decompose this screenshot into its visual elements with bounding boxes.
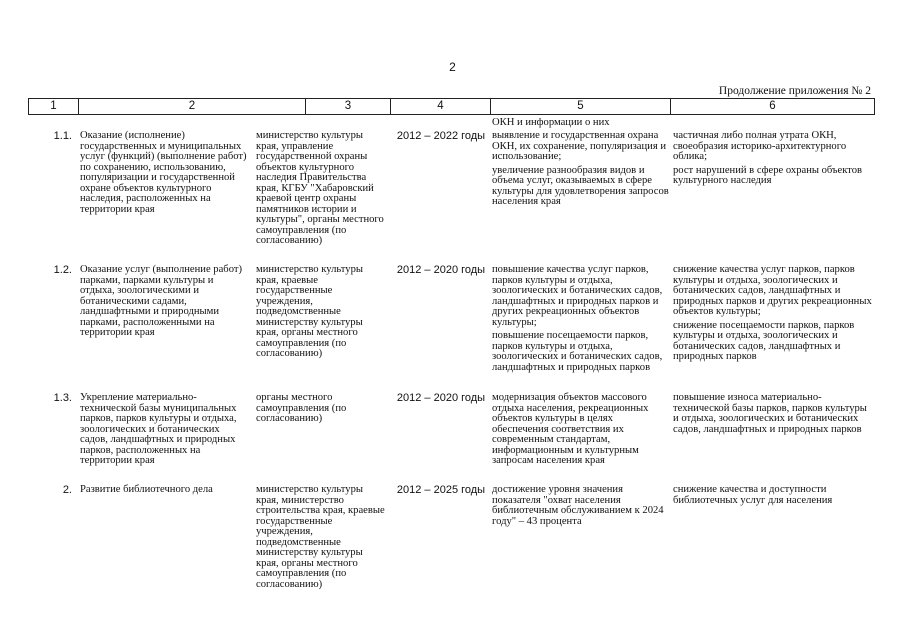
row-consequences bbox=[673, 265, 873, 366]
row-period: 2012 – 2020 годы bbox=[396, 392, 486, 404]
row-consequences bbox=[673, 485, 873, 509]
row-task: Укрепление материально-технической базы муниципальных парков, парков культуры и отдыха, зоологических и ботанических садов, ландшафтных и природных парков, расположенных на территории края bbox=[80, 392, 237, 466]
result-item: повышение качества услуг парков, парков культуры и отдыха, зоологических и ботанических садов, ландшафтных и природных парков и других рекреационных объектов культуры; bbox=[492, 264, 663, 328]
table-header bbox=[28, 98, 875, 115]
result-item: модернизация объектов массового отдыха населения, рекреационных объектов культуры в целях обеспечения соответствия их современным стандартам, информационным и культурным запросам населения края bbox=[492, 392, 649, 466]
row-number: 2. bbox=[62, 484, 72, 496]
continuation-label: Продолжение приложения № 2 bbox=[718, 85, 871, 97]
row-executor: министерство культуры края, министерство строительства края, краевые государственные учреждения, подведомственные министерству культуры края, органы местного самоуправления (по согласованию) bbox=[256, 484, 385, 590]
header-col-4: 4 bbox=[391, 99, 491, 114]
row-executor: министерство культуры края, управление государственной охраны объектов культурного наследия Правительства края, КГБУ "Хабаровский краевой центр охраны памятников истории и культуры", органы местного самоуправления (по согласованию) bbox=[256, 130, 384, 246]
row-result bbox=[492, 393, 670, 470]
row-executor: министерство культуры края, краевые государственные учреждения, подведомственные министерству культуры края, органы местного самоуправления (по согласованию) bbox=[256, 264, 363, 359]
consequence-item: снижение посещаемости парков, парков культуры и отдыха, зоологических и ботанических садов, ландшафтных и природных парков bbox=[673, 319, 855, 362]
consequence-item: снижение качества и доступности библиотечных услуг для населения bbox=[673, 484, 833, 506]
row-consequences bbox=[673, 393, 873, 438]
row-period: 2012 – 2025 годы bbox=[396, 484, 486, 496]
consequence-item: частичная либо полная утрата ОКН, своеобразия историко-архитектурного облика; bbox=[673, 130, 847, 162]
row-consequences bbox=[673, 131, 873, 190]
row-number: 1.3. bbox=[53, 392, 72, 404]
result-item: выявление и государственная охрана ОКН, их сохранение, популяризация и использование; bbox=[492, 130, 667, 162]
row-number: 1.2. bbox=[53, 264, 72, 276]
result-item: достижение уровня значения показателя "охват населения библиотечным обслуживанием к 2024 году" – 43 процента bbox=[492, 484, 664, 527]
page-number: 2 bbox=[449, 60, 456, 74]
row-result bbox=[492, 265, 670, 376]
row-period: 2012 – 2020 годы bbox=[396, 264, 486, 276]
row-executor: органы местного самоуправления (по согласованию) bbox=[256, 392, 347, 424]
row-period: 2012 – 2022 годы bbox=[396, 130, 486, 142]
result-item: ОКН и информации о них bbox=[492, 117, 610, 128]
header-col-5: 5 bbox=[491, 99, 671, 114]
consequence-item: снижение качества услуг парков, парков культуры и отдыха, зоологических и ботанических садов, ландшафтных и природных парков и других рекреационных объектов культуры; bbox=[673, 264, 872, 317]
result-item: увеличение разнообразия видов и объема услуг, оказываемых в сфере культуры для удовлетворения запросов населения края bbox=[492, 164, 669, 207]
row-task: Развитие библиотечного дела bbox=[80, 484, 213, 495]
row-task: Оказание (исполнение) государственных и муниципальных услуг (функций) (выполнение работ) по сохранению, использованию, популяризации и государственной охране объектов культурного наследия, расположенных на территории края bbox=[80, 130, 247, 215]
row-number: 1.1. bbox=[53, 130, 72, 142]
header-col-1: 1 bbox=[29, 99, 79, 114]
row-result bbox=[492, 485, 670, 530]
header-col-2: 2 bbox=[79, 99, 306, 114]
header-col-3: 3 bbox=[306, 99, 391, 114]
row-task: Оказание услуг (выполнение работ) парками, парками культуры и отдыха, зоологическими и ботаническими садами, ландшафтными и природными парками, расположенными на территории края bbox=[80, 264, 243, 338]
result-item: повышение посещаемости парков, парков культуры и отдыха, зоологических и ботанических садов, ландшафтных и природных парков bbox=[492, 330, 663, 373]
consequence-item: рост нарушений в сфере охраны объектов культурного наследия bbox=[673, 164, 863, 186]
header-col-6: 6 bbox=[769, 100, 776, 112]
row-result bbox=[492, 131, 670, 211]
consequence-item: повышение износа материально-технической базы парков, парков культуры и отдыха, зоологических и ботанических садов, ландшафтных и природных парков bbox=[673, 392, 867, 435]
